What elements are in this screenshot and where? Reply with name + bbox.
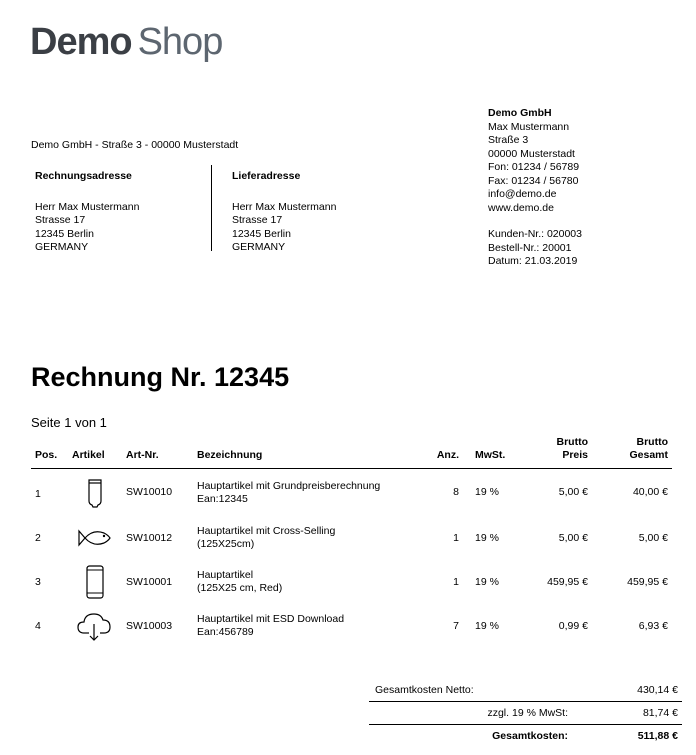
invoice-date: Datum: 21.03.2019 xyxy=(488,255,578,267)
col-price-line: Preis xyxy=(562,449,588,461)
billing-line: 12345 Berlin xyxy=(35,227,94,240)
net-total-value: 430,14 € xyxy=(637,684,678,696)
company-line: Max Mustermann xyxy=(488,120,570,133)
row-tax: 19 % xyxy=(475,531,499,544)
row-description xyxy=(193,516,423,560)
row-desc-line: Ean:12345 xyxy=(197,492,248,505)
row-price: 459,95 € xyxy=(547,575,588,588)
shipping-address xyxy=(232,170,407,255)
tube-icon xyxy=(68,469,122,517)
row-desc-line: Ean:456789 xyxy=(197,626,254,638)
row-total: 459,95 € xyxy=(627,575,668,588)
company-line: info@demo.de xyxy=(488,188,557,200)
sender-address-line: Demo GmbH - Straße 3 - 00000 Musterstadt xyxy=(31,139,239,151)
row-pos: 3 xyxy=(35,575,41,588)
tax-total-value: 81,74 € xyxy=(642,707,678,719)
gross-total-value: 511,88 € xyxy=(637,730,678,742)
customer-number: Kunden-Nr.: 020003 xyxy=(488,228,582,240)
row-tax: 19 % xyxy=(475,575,499,588)
company-line: 00000 Musterstadt xyxy=(488,147,575,160)
company-line: Fon: 01234 / 56789 xyxy=(488,161,580,173)
gross-total-row xyxy=(369,724,682,747)
tax-total-row xyxy=(369,701,682,724)
shipping-heading: Lieferadresse xyxy=(232,170,301,182)
row-total: 40,00 € xyxy=(632,486,668,498)
row-qty: 8 xyxy=(453,486,459,498)
table-row xyxy=(31,469,672,517)
col-qty: Anz. xyxy=(423,436,463,469)
company-line: Straße 3 xyxy=(488,134,529,146)
row-description xyxy=(193,469,423,517)
cloud-download-icon xyxy=(68,604,122,648)
page-info: Seite 1 von 1 xyxy=(31,415,107,430)
row-price: 0,99 € xyxy=(558,619,588,632)
address-divider xyxy=(211,165,212,251)
row-pos: 4 xyxy=(35,619,41,632)
shipping-line: Herr Max Mustermann xyxy=(232,200,337,213)
shop-logo xyxy=(30,20,222,64)
order-number: Bestell-Nr.: 20001 xyxy=(488,241,572,254)
col-description: Bezeichnung xyxy=(193,436,423,469)
col-artnr: Art-Nr. xyxy=(122,436,193,469)
row-description xyxy=(193,604,423,648)
row-pos: 1 xyxy=(35,487,41,500)
company-line: Fax: 01234 / 56780 xyxy=(488,174,579,187)
gross-total-label: Gesamtkosten: xyxy=(492,730,568,742)
row-desc-line: Hauptartikel mit Grundpreisberechnung xyxy=(197,479,381,492)
row-desc-line: Hauptartikel mit Cross-Selling xyxy=(197,525,336,537)
shipping-line: 12345 Berlin xyxy=(232,227,291,240)
tax-total-label: zzgl. 19 % MwSt: xyxy=(487,707,568,719)
col-article: Artikel xyxy=(68,436,122,469)
billing-line: Herr Max Mustermann xyxy=(35,200,140,213)
row-artnr: SW10010 xyxy=(126,486,173,498)
col-total xyxy=(592,436,672,469)
col-price xyxy=(524,436,592,469)
row-price: 5,00 € xyxy=(558,531,588,544)
row-qty: 1 xyxy=(453,575,459,588)
shipping-line: GERMANY xyxy=(232,241,286,253)
invoice-items-table xyxy=(31,436,672,648)
table-row xyxy=(31,604,672,648)
billing-address xyxy=(35,170,210,255)
logo-light-text: Shop xyxy=(137,21,223,63)
billing-line: GERMANY xyxy=(35,241,89,253)
row-desc-line: Hauptartikel mit ESD Download xyxy=(197,613,345,625)
net-total-label: Gesamtkosten Netto: xyxy=(375,684,474,696)
row-artnr: SW10012 xyxy=(126,531,173,544)
table-header-row xyxy=(31,436,672,469)
row-desc-line: (125X25 cm, Red) xyxy=(197,582,283,594)
row-desc-line: Hauptartikel xyxy=(197,569,254,581)
row-artnr: SW10001 xyxy=(126,575,173,588)
row-artnr: SW10003 xyxy=(126,619,173,632)
table-row xyxy=(31,516,672,560)
billing-line: Strasse 17 xyxy=(35,214,86,226)
col-pos: Pos. xyxy=(31,436,68,469)
shipping-line: Strasse 17 xyxy=(232,214,283,226)
col-tax: MwSt. xyxy=(463,436,524,469)
col-total-line: Gesamt xyxy=(629,449,668,461)
table-row xyxy=(31,560,672,604)
net-total-row xyxy=(369,679,682,701)
row-price: 5,00 € xyxy=(558,486,588,498)
fish-icon xyxy=(68,516,122,560)
row-tax: 19 % xyxy=(475,619,499,632)
row-pos: 2 xyxy=(35,531,41,544)
col-total-line: Brutto xyxy=(636,436,668,448)
smartphone-icon xyxy=(68,560,122,604)
logo-bold-text: Demo xyxy=(30,21,132,63)
row-total: 6,93 € xyxy=(638,619,668,632)
row-qty: 1 xyxy=(453,531,459,544)
col-price-line: Brutto xyxy=(556,436,588,448)
row-description xyxy=(193,560,423,604)
row-tax: 19 % xyxy=(475,486,499,498)
row-qty: 7 xyxy=(453,619,459,632)
company-name: Demo GmbH xyxy=(488,107,552,119)
invoice-title: Rechnung Nr. 12345 xyxy=(31,362,290,392)
company-line: www.demo.de xyxy=(488,201,554,214)
totals-block xyxy=(369,679,682,747)
row-desc-line: (125X25cm) xyxy=(197,538,255,550)
row-total: 5,00 € xyxy=(638,531,668,544)
billing-heading: Rechnungsadresse xyxy=(35,170,132,182)
company-info xyxy=(488,107,688,269)
